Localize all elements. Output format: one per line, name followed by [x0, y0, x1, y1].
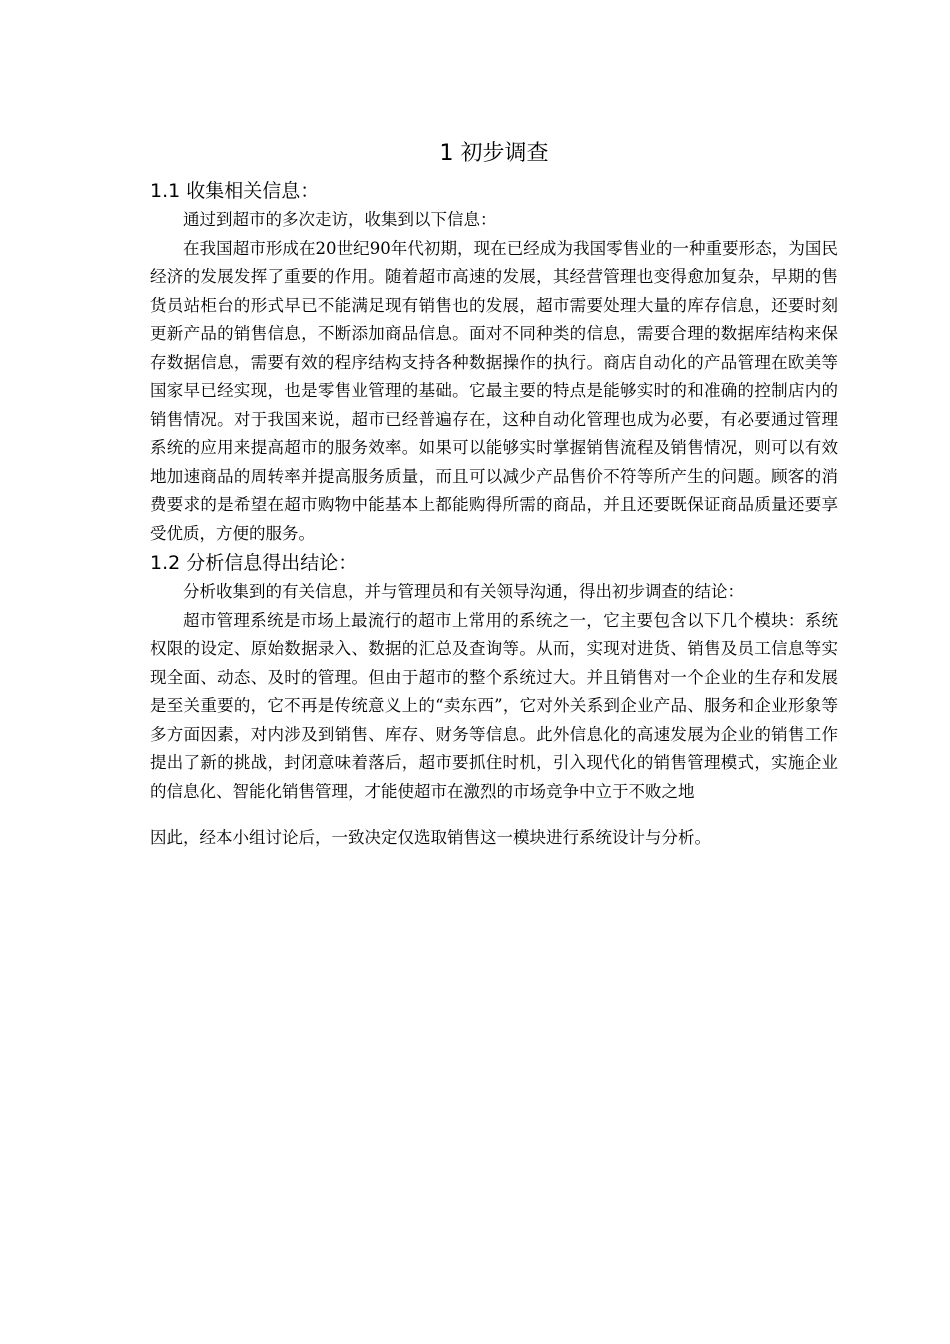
- section-title-1-1: 1.1 收集相关信息：: [150, 180, 320, 202]
- section-title-1-2: 1.2 分析信息得出结论：: [150, 552, 358, 574]
- paragraph-intro-1-2: 分析收集到的有关信息，并与管理员和有关领导沟通，得出初步调查的结论：: [183, 582, 744, 601]
- paragraph-body-1-1: 在我国超市形成在20世纪90年代初期，现在已经成为我国零售业的一种重要形态，为国民经济的发展发挥了重要的作用。随着超市高速的发展，其经营管理也变得愈加复杂，早期的售货员站柜台的形式早已不能满足现有销售也的发展，超市需要处理大量的库存信息，还要时刻更新产品的销售信息，不断添加商品信息。面对不同种类的信息，需要合理的数据库结构来保存数据信息，需要有效的程序结构支持各种数据操作的执行。商店自动化的产品管理在欧美等国家早已经实现，也是零售业管理的基础。它最主要的特点是能够实时的和准确的控制店内的销售情况。对于我国来说，超市已经普遍存在，这种自动化管理也成为必要，有必要通过管理系统的应用来提高超市的服务效率。如果可以能够实时掌握销售流程及销售情况，则可以有效地加速商品的周转率并提高服务质量，而且可以减少产品售价不符等所产生的问题。顾客的消费要求的是希望在超市购物中能基本上都能购得所需的商品，并且还要既保证商品质量还要享受优质，方便的服务。: [150, 238, 838, 543]
- paragraph-conclusion: 因此，经本小组讨论后，一致决定仅选取销售这一模块进行系统设计与分析。: [150, 828, 711, 847]
- document-body: [150, 138, 838, 853]
- chapter-title: 1 初步调查: [439, 141, 549, 166]
- paragraph-intro-1-1: 通过到超市的多次走访，收集到以下信息：: [183, 210, 497, 229]
- paragraph-body-1-2: 超市管理系统是市场上最流行的超市上常用的系统之一，它主要包含以下几个模块：系统权限的设定、原始数据录入、数据的汇总及查询等。从而，实现对进货、销售及员工信息等实现全面、动态、及时的管理。但由于超市的整个系统过大。并且销售对一个企业的生存和发展是至关重要的，它不再是传统意义上的“卖东西”，它对外关系到企业产品、服务和企业形象等多方面因素，对内涉及到销售、库存、财务等信息。此外信息化的高速发展为企业的销售工作提出了新的挑战，封闭意味着落后，超市要抓住时机，引入现代化的销售管理模式，实施企业的信息化、智能化销售管理，才能使超市在激烈的市场竞争中立于不败之地: [150, 610, 838, 801]
